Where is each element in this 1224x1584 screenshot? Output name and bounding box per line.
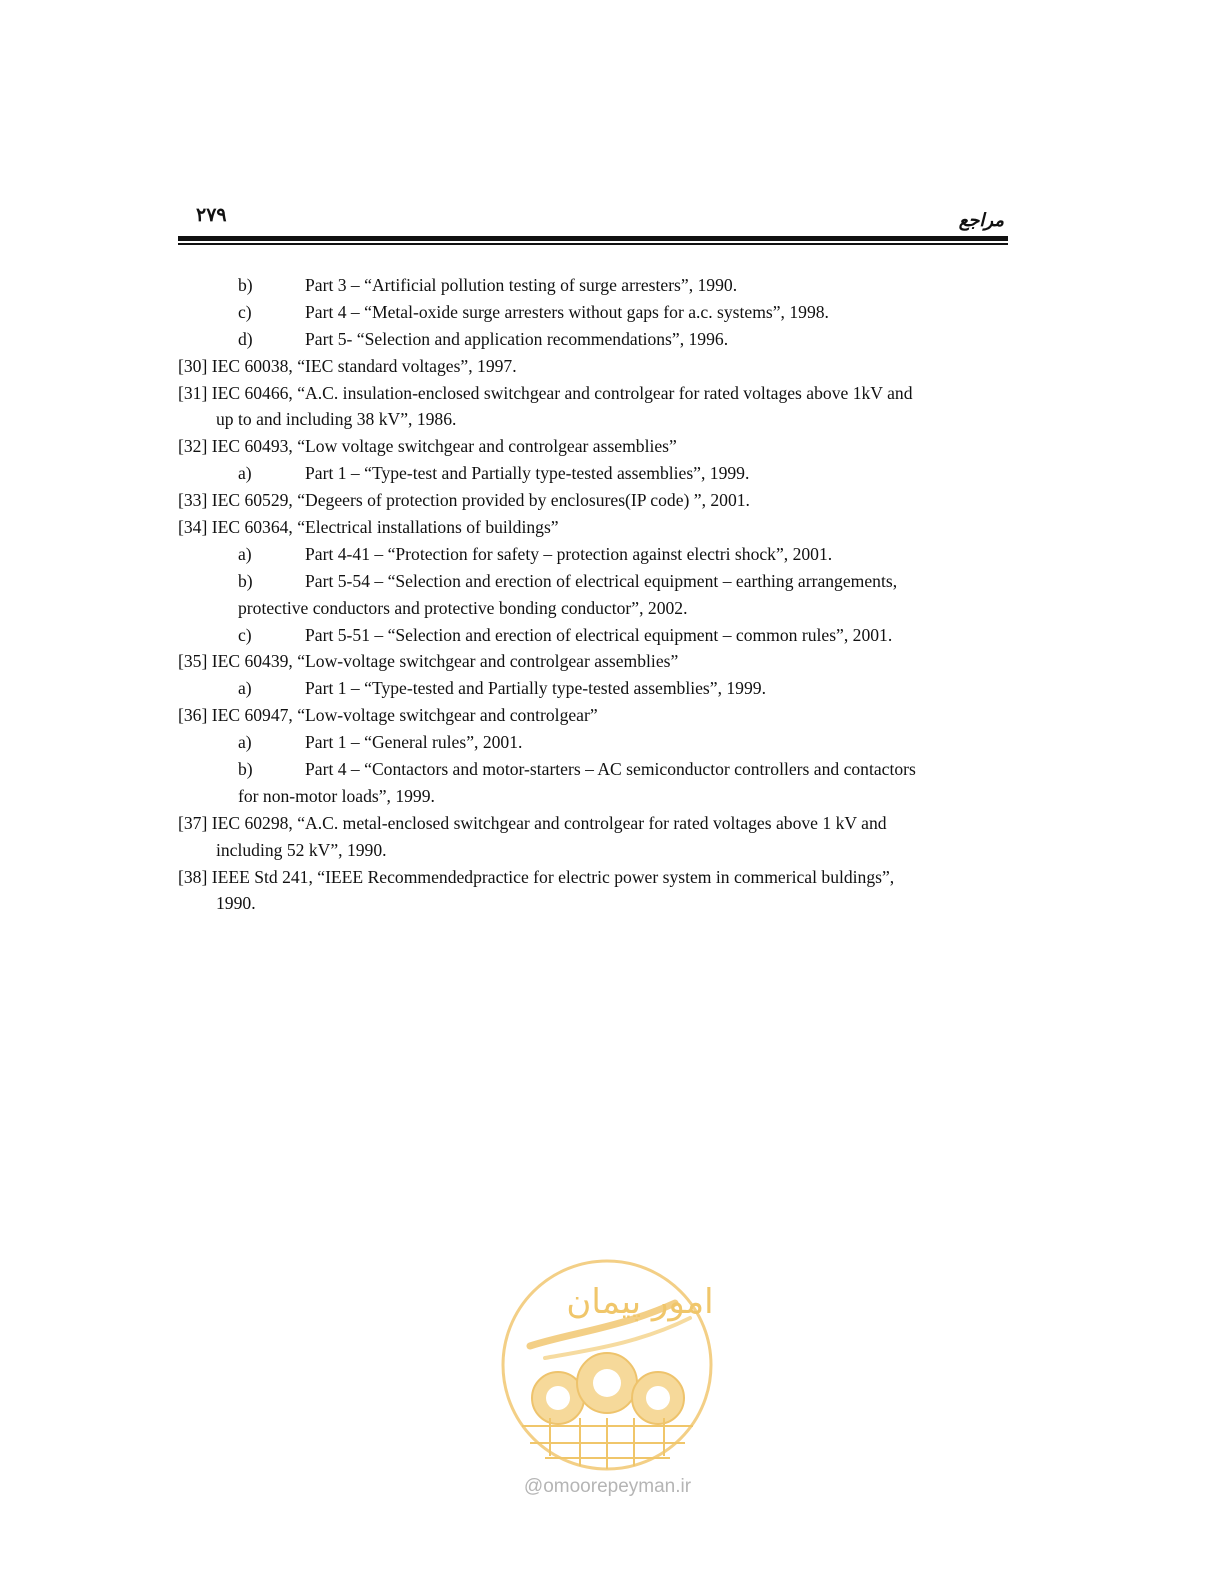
page-header (178, 200, 1008, 246)
reference-text: [36] IEC 60947, “Low-voltage switchgear and controlgear” (178, 705, 598, 726)
reference-list (178, 272, 1008, 917)
header-rule-thick (178, 236, 1008, 241)
reference-text: Part 5- “Selection and application recommendations”, 1996. (305, 328, 729, 349)
reference-text: up to and including 38 kV”, 1986. (216, 409, 457, 430)
reference-entry (178, 702, 1008, 729)
reference-continuation (178, 837, 1008, 864)
reference-subitem (178, 622, 1008, 649)
reference-text: [31] IEC 60466, “A.C. insulation-enclosed switchgear and controlgear for rated voltages above 1kV and (178, 382, 913, 403)
reference-text: including 52 kV”, 1990. (216, 839, 387, 860)
reference-subitem (178, 729, 1008, 756)
subitem-marker: c) (238, 624, 252, 645)
reference-subitem (178, 272, 1008, 299)
watermark-url: @omoorepeyman.ir (523, 1476, 692, 1497)
page-number: ۲۷۹ (196, 205, 227, 226)
subitem-marker: b) (238, 759, 253, 780)
reference-text: Part 3 – “Artificial pollution testing of surge arresters”, 1990. (305, 275, 738, 295)
reference-text: [30] IEC 60038, “IEC standard voltages”, 1997. (178, 355, 517, 376)
reference-text: Part 4-41 – “Protection for safety – protection against electri shock”, 2001. (305, 543, 833, 564)
header-rule-thin (178, 243, 1008, 245)
reference-text: [37] IEC 60298, “A.C. metal-enclosed switchgear and controlgear for rated voltages above 1 kV and (178, 812, 887, 833)
reference-text: [38] IEEE Std 241, “IEEE Recommendedpractice for electric power system in commerical buldings”, (178, 866, 895, 887)
reference-text: Part 1 – “Type-tested and Partially type-tested assemblies”, 1999. (305, 678, 766, 699)
reference-entry (178, 433, 1008, 460)
reference-subitem (178, 299, 1008, 326)
reference-subitem (178, 541, 1008, 568)
subitem-marker: b) (238, 275, 253, 295)
watermark-logo (500, 1258, 715, 1508)
reference-entry (178, 487, 1008, 514)
reference-subitem (178, 326, 1008, 353)
reference-subitem (178, 756, 1008, 783)
subitem-marker: a) (238, 463, 252, 484)
reference-text: Part 5-54 – “Selection and erection of electrical equipment – earthing arrangements, (305, 570, 898, 591)
reference-text: protective conductors and protective bonding conductor”, 2002. (238, 597, 688, 618)
subitem-marker: c) (238, 301, 252, 322)
reference-entry (178, 810, 1008, 837)
section-title: مراجع (958, 210, 1004, 230)
reference-continuation (178, 406, 1008, 433)
reference-text: [35] IEC 60439, “Low-voltage switchgear and controlgear assemblies” (178, 651, 679, 672)
reference-subitem (178, 675, 1008, 702)
reference-text: 1990. (216, 893, 256, 914)
subitem-marker: a) (238, 543, 252, 564)
reference-continuation (178, 890, 1008, 917)
reference-continuation (178, 595, 1008, 622)
gear-seal-icon (500, 1258, 715, 1473)
reference-subitem (178, 568, 1008, 595)
reference-entry (178, 648, 1008, 675)
subitem-marker: a) (238, 678, 252, 699)
reference-entry (178, 514, 1008, 541)
subitem-marker: b) (238, 570, 253, 591)
reference-text: Part 5-51 – “Selection and erection of electrical equipment – common rules”, 2001. (305, 624, 893, 645)
reference-entry (178, 353, 1008, 380)
watermark-logo-text: امور پیمان (566, 1282, 714, 1322)
reference-text: Part 1 – “Type-test and Partially type-tested assemblies”, 1999. (305, 463, 750, 484)
reference-text: for non-motor loads”, 1999. (238, 785, 435, 806)
reference-entry (178, 864, 1008, 891)
reference-text: [32] IEC 60493, “Low voltage switchgear and controlgear assemblies” (178, 436, 677, 457)
reference-text: Part 4 – “Metal-oxide surge arresters without gaps for a.c. systems”, 1998. (305, 301, 829, 322)
subitem-marker: d) (238, 328, 253, 349)
reference-entry (178, 380, 1008, 407)
reference-text: [33] IEC 60529, “Degeers of protection provided by enclosures(IP code) ”, 2001. (178, 490, 750, 511)
reference-text: [34] IEC 60364, “Electrical installations of buildings” (178, 517, 559, 538)
subitem-marker: a) (238, 732, 252, 753)
reference-text: Part 1 – “General rules”, 2001. (305, 732, 523, 753)
reference-subitem (178, 460, 1008, 487)
reference-text: Part 4 – “Contactors and motor-starters – AC semiconductor controllers and contactors (305, 759, 916, 780)
reference-continuation (178, 783, 1008, 810)
